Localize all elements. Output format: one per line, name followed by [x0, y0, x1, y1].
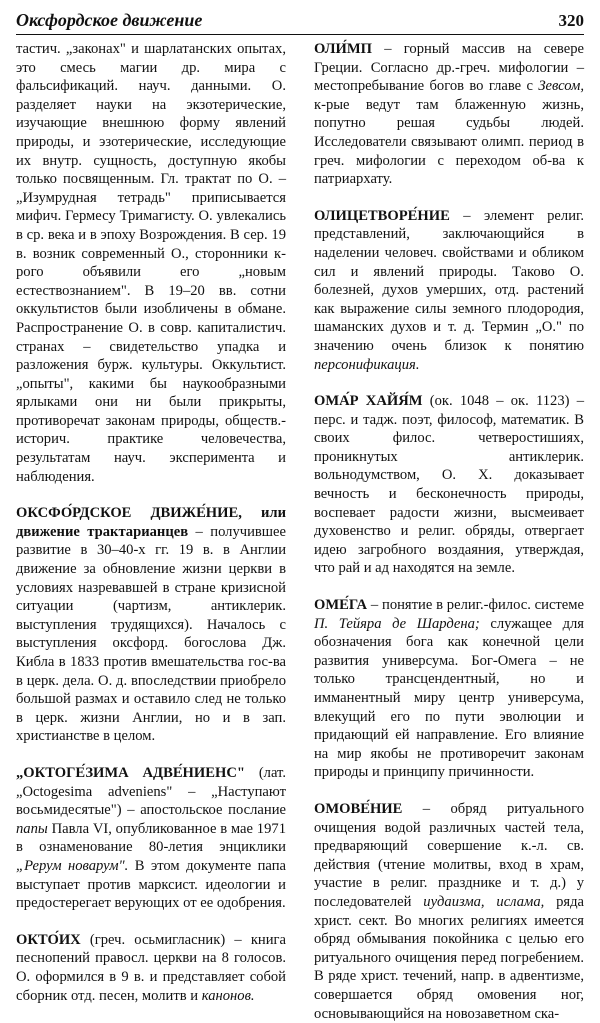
- cross-reference: персонификация.: [314, 356, 420, 373]
- headword-tail: или движение трактарианцев: [16, 505, 286, 540]
- cross-reference: иудаизма, ислама,: [423, 893, 545, 910]
- entry-text: служащее для обозначения бога как конечной цели развития универсума. Бог-Омега – не только трансцендентный, но и имманентный миру центр универсума, влекущий его по пути эволюции и придающий ей направление. Его влияние на мир якобы не противоречит законам природы и принципу причинности.: [314, 615, 584, 781]
- cross-reference: „Рерум новарум".: [16, 857, 129, 874]
- entry-text: В этом документе папа выступает против марксист. идеологии и предостерегает верующих от ее одобрения.: [16, 857, 287, 912]
- entry-text: – получившее развитие в 30–40-х гг. 19 в. в Англии движение за обновление жизни церкви в условиях назревавшей в стране кризисной ситуации (чартизм, антиклерик. выступления трудящихся). Началось с выступления оксфорд. богослова Дж. Кибла в 1833 против вмешательства гос-ва в церк. дела. О. д. впоследствии приобрело большой размах и оставило след не только в церк. жизни Англии, но и в зап. христианстве в целом.: [16, 523, 286, 745]
- headword: ОЛИ́МП: [314, 41, 372, 57]
- headword: „ОКТОГЕ́ЗИМА АДВЕ́НИЕНС": [16, 764, 245, 781]
- left-column: [16, 40, 286, 1005]
- headword: ОМА́Р ХАЙЯ́М: [314, 393, 423, 410]
- cross-reference: папы: [16, 820, 48, 837]
- entry-text: – элемент религ. представлений, заключающийся в наделении человеч. свойствами и обликом сил и явлений природы. Таково О. болезней, духов умерших, отд. растений как выражение силы земного плодородия, шаманских духов и т. д. Термин „О." по значению очень близок к понятию: [314, 207, 584, 354]
- entry-text: – горный массив на севере Греции. Согласно др.-греч. мифологии – местопребывание богов во главе с: [314, 41, 584, 95]
- entry-oxford-movement: [16, 504, 286, 746]
- entry-omar-khayyam: [314, 392, 584, 578]
- page-header: [16, 8, 584, 35]
- headword: ОМЕ́ГА: [314, 597, 368, 614]
- cross-reference: канонов.: [201, 987, 255, 1004]
- headword: ОЛИЦЕТВОРЕ́НИЕ: [314, 207, 450, 224]
- entry-octogesima: [16, 764, 286, 913]
- entry-text: к-рые ведут там блаженную жизнь, попутно решая судьбы людей. Исследователи связывают олимп. период в греч. мифологии с переходом об-ва к патриархату.: [314, 96, 584, 188]
- running-head: Оксфордское движение: [16, 10, 203, 30]
- entry-text: (греч. осьмигласник) – книга песнопений правосл. церкви на 8 голосов. О. оформился в 9 в. и представляет собой сборник отд. песен, молитв и: [16, 931, 286, 1004]
- entry-text: ряда христ. сект. Во многих религиях имеется обряд обмывания покойника с целью его ритуального очищения перед погребением. В ряде христ. течений, напр. в адвентизме, совершается обряд омовения ног, основывающийся на новозаветном ска-: [314, 893, 584, 1022]
- headword: ОКТО́ИХ: [16, 931, 81, 948]
- entry-text: (ок. 1048 – ок. 1123) – перс. и тадж. поэт, философ, математик. В своих филос. четверостишиях, проникнутых антиклерик. вольнодумством, О. Х. доказывает вечность и бесконечность природы, воспевает радости жизни, высмеивает духовенство и религ. обряды, отвергает идею загробного воздаяния, утверждая, что рай и ад находятся на земле.: [314, 393, 584, 577]
- continued-entry-text: тастич. „законах" и шарлатанских опытах, это смесь магии др. мира с фальсификаций. науч. данными. О. разделяет науки на экзотерические, изучающие внешнюю форму явлений природы, и эзотерические, исследующие их внутр. сущность, доступную якобы только посвященным. Гл. трактат по О. – „Изумрудная тетрадь" приписывается мифич. Гермесу Тримагисту. О. увлекались в ср. века и в эпоху Возрождения. В сер. 19 в. возник современный О., сторонники к-рого объявили его „новым естествознанием". В 19–20 вв. сотни оккультистов были изобличены в обмане. Распространение О. в совр. капиталистич. странах – свидетельство упадка и разложения бурж. культуры. Оккультист. „опыты", какими бы наукообразными ярлыками они ни были прикрыты, противоречат законам природы, обществ.-историч. практике человечества, результатам науч. экспериментa и наблюдения.: [16, 41, 286, 485]
- right-column: [314, 40, 584, 1023]
- entry-olymp: [314, 40, 584, 189]
- headword: ОКСФО́РДСКОЕ ДВИЖЕ́НИЕ,: [16, 505, 242, 522]
- entry-omega: [314, 596, 584, 782]
- cross-reference: Зевсом,: [538, 78, 584, 95]
- entry-text: (лат. „Octogesima adveniens" – „Наступают восьмидесятые") – апостольское послание: [16, 764, 286, 819]
- page-number: 320: [558, 11, 584, 30]
- entry-ablution: [314, 800, 584, 1023]
- entry-text: – понятие в религ.-филос. системе: [367, 597, 584, 614]
- entry-oktoikh: [16, 931, 286, 1005]
- entry-personification: [314, 207, 584, 374]
- headword: ОМОВЕ́НИЕ: [314, 800, 403, 817]
- entry-text: – обряд ритуального очищения водой различных частей тела, предваряющий совершение к.-л. св. действия (чтение молитвы, вход в храм, участие в религ. празднике и т. д.) у последователей: [314, 800, 584, 910]
- cross-reference: П. Тейяра де Шардена;: [314, 615, 480, 632]
- entry-text: Павла VI, опубликованное в мае 1971 в ознаменование 80-летия энциклики: [16, 820, 286, 856]
